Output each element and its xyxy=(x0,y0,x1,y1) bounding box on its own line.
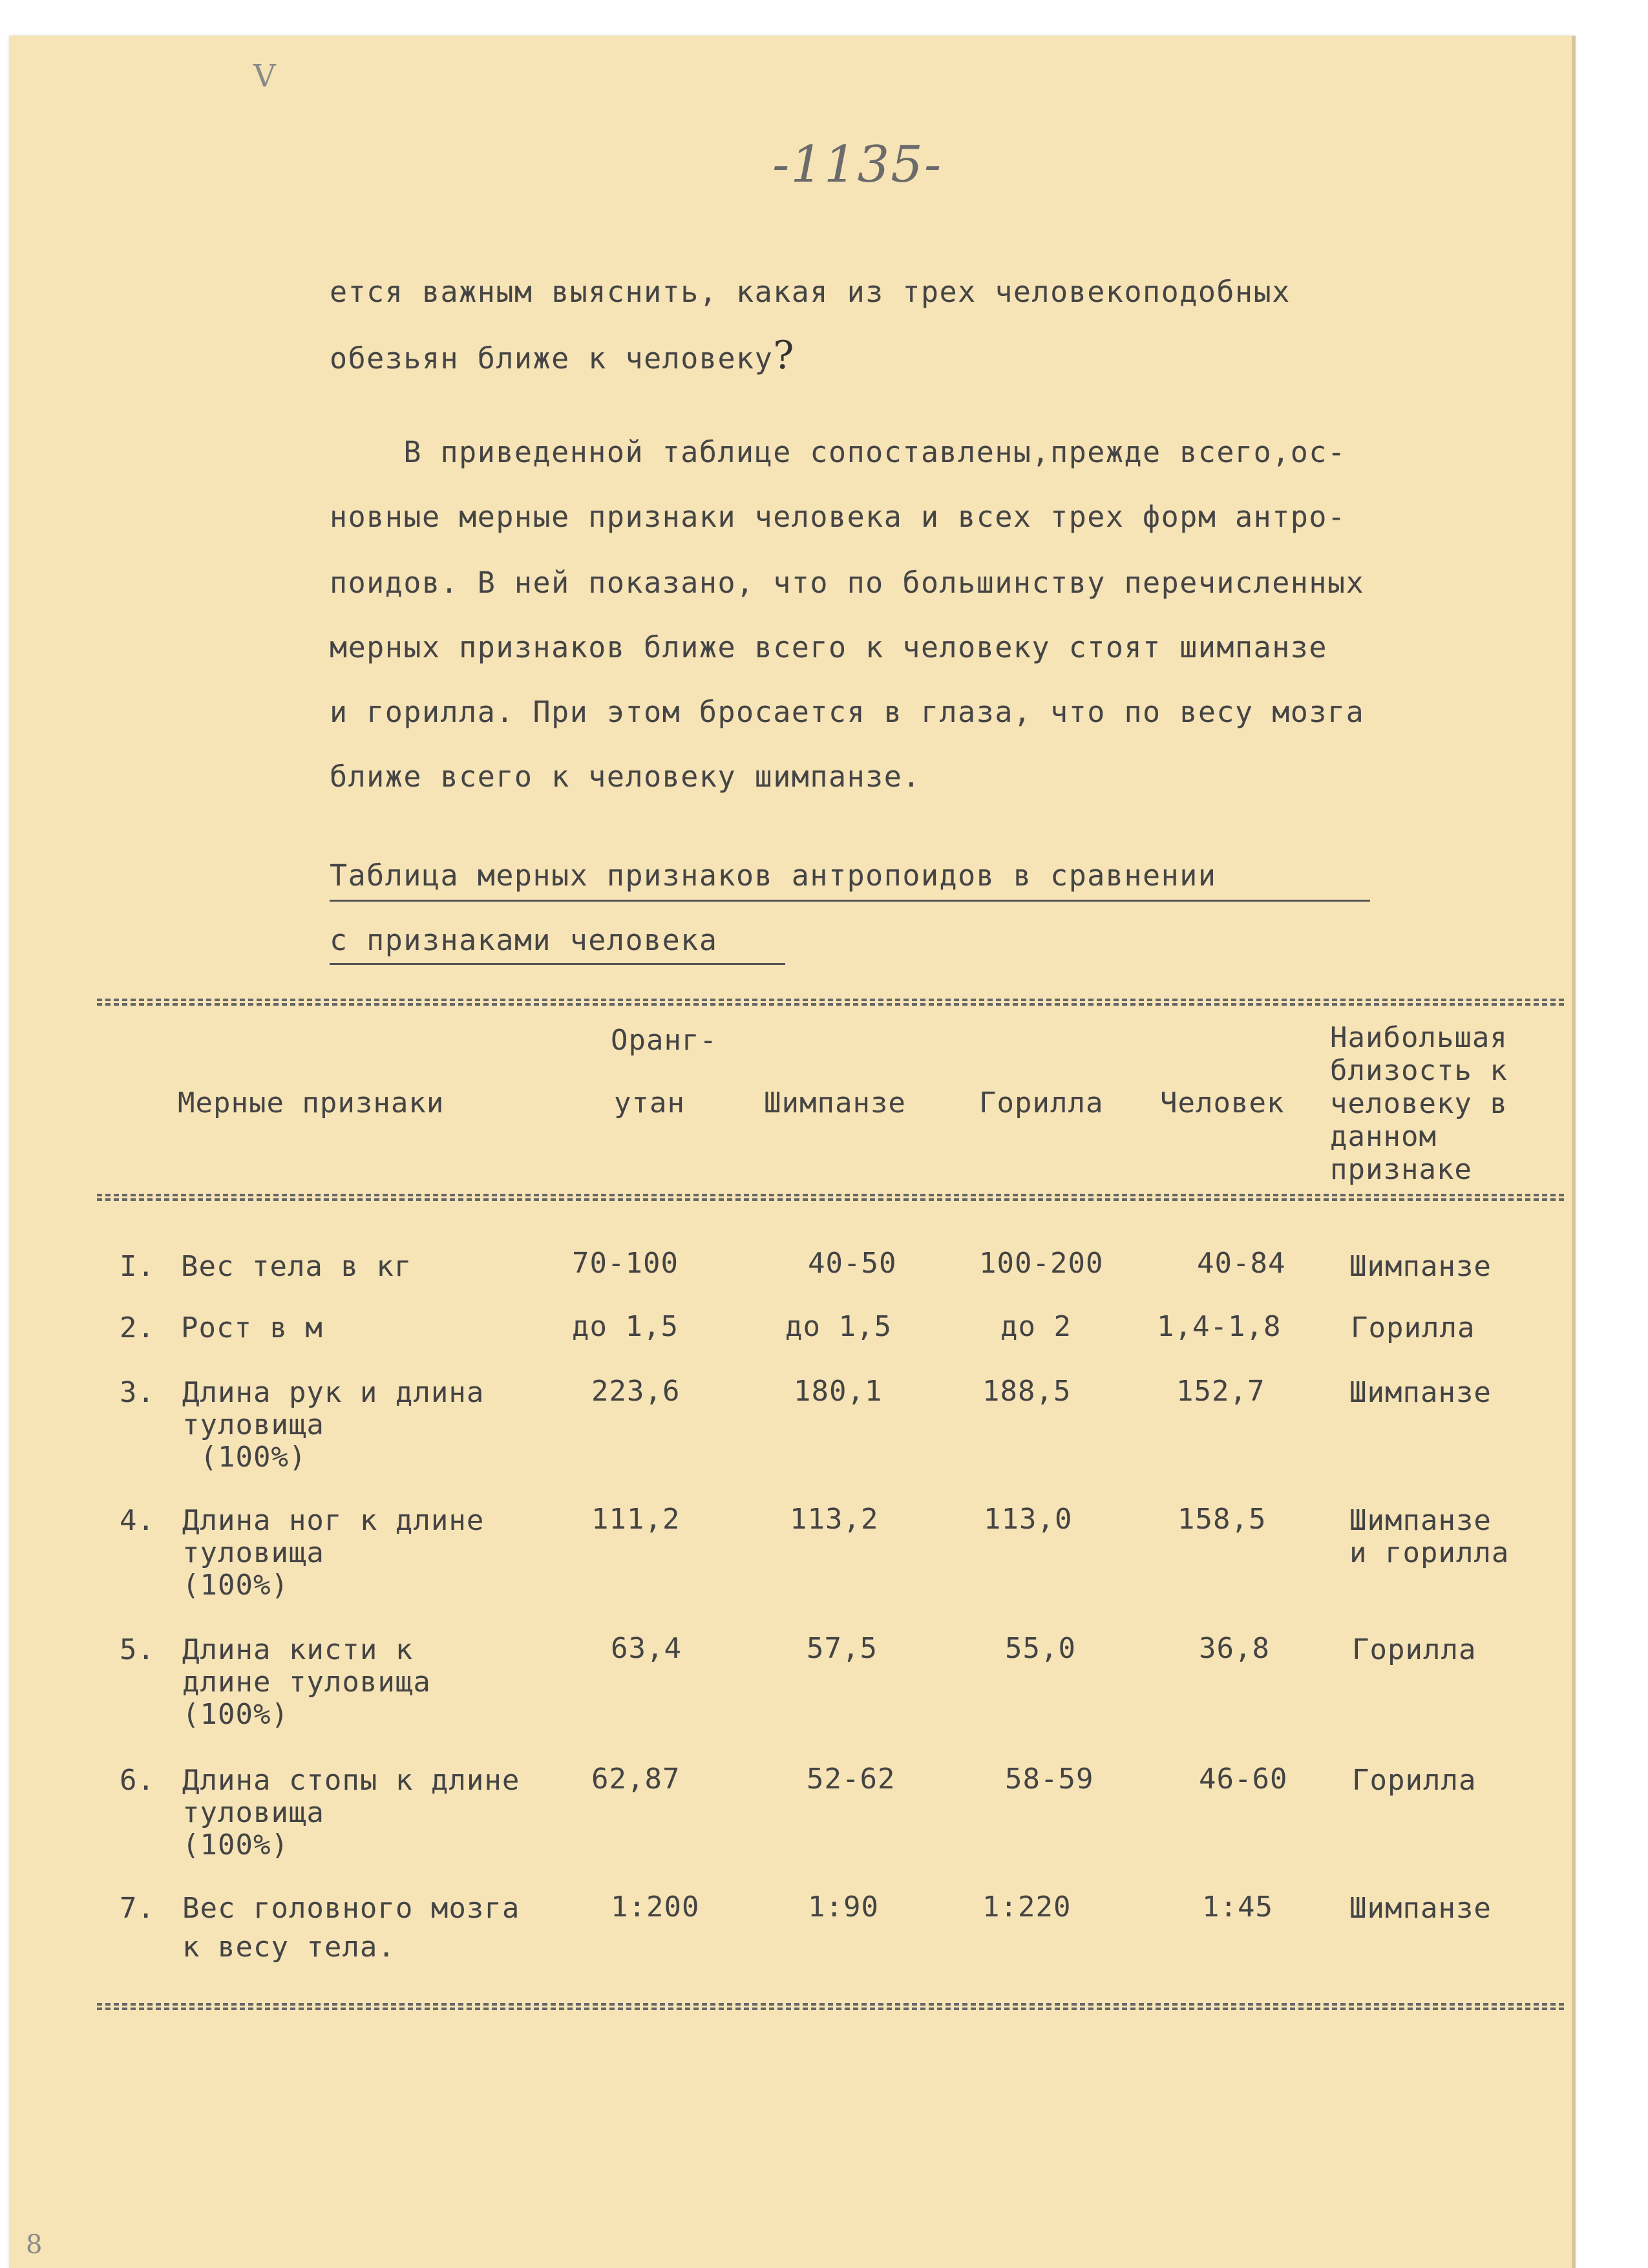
row-1-orang: 70-100 xyxy=(572,1247,679,1280)
row-3-closest: Шимпанзе xyxy=(1349,1376,1492,1409)
row-1-human: 40-84 xyxy=(1197,1247,1286,1280)
header-closest-5: признаке xyxy=(1330,1153,1472,1186)
row-7-human: 1:45 xyxy=(1202,1891,1273,1924)
header-human: Человек xyxy=(1160,1086,1285,1119)
row-3-human: 152,7 xyxy=(1176,1375,1265,1408)
row-4-human: 158,5 xyxy=(1178,1503,1267,1536)
header-closest-1: Наибольшая xyxy=(1330,1021,1508,1054)
row-5-feature-3: (100%) xyxy=(182,1698,289,1731)
row-5-feature-1: Длина кисти к xyxy=(182,1633,414,1666)
row-2-orang: до 1,5 xyxy=(572,1310,679,1343)
row-4-num: 4. xyxy=(120,1504,155,1537)
header-feature: Мерные признаки xyxy=(178,1086,445,1119)
table-caption-line-1: Таблица мерных признаков антропоидов в сравнении xyxy=(330,858,1217,893)
row-6-orang: 62,87 xyxy=(591,1763,681,1796)
row-6-human: 46-60 xyxy=(1199,1763,1288,1796)
row-5-orang: 63,4 xyxy=(611,1632,682,1665)
bottom-pencil-mark: 8 xyxy=(26,2230,43,2260)
table-bottom-rule xyxy=(97,2002,1564,2011)
row-6-gorilla: 58-59 xyxy=(1005,1763,1094,1796)
row-1-closest: Шимпанзе xyxy=(1349,1250,1492,1283)
row-5-chimp: 57,5 xyxy=(807,1632,878,1665)
row-6-feature-2: туловища xyxy=(182,1796,324,1829)
row-6-closest: Горилла xyxy=(1352,1764,1477,1797)
row-4-feature-2: туловища xyxy=(182,1536,324,1569)
row-4-chimp: 113,2 xyxy=(790,1503,879,1536)
header-closest-2: близость к xyxy=(1330,1054,1508,1087)
header-closest-4: данном xyxy=(1330,1120,1437,1153)
row-4-gorilla: 113,0 xyxy=(984,1503,1073,1536)
row-7-closest: Шимпанзе xyxy=(1349,1892,1492,1925)
body-line-5: и горилла. При этом бросается в глаза, что по весу мозга xyxy=(330,695,1365,729)
row-6-feature-1: Длина стопы к длине xyxy=(182,1764,520,1797)
row-4-feature-3: (100%) xyxy=(182,1569,289,1602)
table-header-rule xyxy=(97,1192,1564,1202)
header-closest-3: человеку в xyxy=(1330,1087,1508,1120)
intro-line-1: ется важным выяснить, какая из трех человекоподобных xyxy=(330,275,1291,309)
row-6-chimp: 52-62 xyxy=(807,1763,896,1796)
caption-underline-1 xyxy=(330,900,1370,902)
intro-line-2 xyxy=(330,324,1545,390)
header-orang-line2: утан xyxy=(614,1086,685,1119)
row-7-feature-1: Вес головного мозга xyxy=(182,1892,520,1925)
row-4-closest-1: Шимпанзе xyxy=(1349,1504,1492,1537)
row-7-orang: 1:200 xyxy=(611,1891,700,1924)
row-4-orang: 111,2 xyxy=(591,1503,681,1536)
row-5-feature-2: длине туловища xyxy=(182,1666,431,1699)
row-2-human: 1,4-1,8 xyxy=(1157,1310,1282,1343)
row-7-feature-2: к весу тела. xyxy=(182,1931,396,1964)
row-4-closest-2: и горилла xyxy=(1349,1536,1510,1569)
header-orang-line1: Оранг- xyxy=(611,1024,717,1057)
row-3-orang: 223,6 xyxy=(591,1375,681,1408)
row-2-closest: Горилла xyxy=(1351,1311,1475,1344)
body-line-2: новные мерные признаки человека и всех трех форм антро- xyxy=(330,500,1346,534)
header-chimp: Шимпанзе xyxy=(764,1086,906,1119)
row-3-num: 3. xyxy=(120,1376,155,1409)
body-line-1: В приведенной таблице сопоставлены,прежде всего,ос- xyxy=(330,435,1346,469)
row-6-feature-3: (100%) xyxy=(182,1828,289,1861)
row-2-gorilla: до 2 xyxy=(1000,1310,1072,1343)
row-3-feature-2: туловища xyxy=(182,1408,324,1441)
row-1-feature: Вес тела в кг xyxy=(181,1250,412,1283)
body-line-3: поидов. В ней показано, что по большинству перечисленных xyxy=(330,566,1365,600)
row-5-closest: Горилла xyxy=(1352,1633,1477,1666)
table-top-rule xyxy=(97,997,1564,1006)
row-1-gorilla: 100-200 xyxy=(979,1247,1104,1280)
row-1-num: I. xyxy=(120,1250,155,1283)
caption-underline-2 xyxy=(330,963,785,965)
row-3-gorilla: 188,5 xyxy=(982,1375,1072,1408)
row-2-chimp: до 1,5 xyxy=(785,1310,892,1343)
body-line-4: мерных признаков ближе всего к человеку стоят шимпанзе xyxy=(330,630,1327,664)
row-2-num: 2. xyxy=(120,1311,155,1344)
row-5-gorilla: 55,0 xyxy=(1005,1632,1076,1665)
row-2-feature: Рост в м xyxy=(181,1311,323,1344)
row-7-num: 7. xyxy=(120,1892,155,1925)
intro-line-2-text: обезьян ближе к человеку xyxy=(330,341,774,376)
header-gorilla: Горилла xyxy=(979,1086,1104,1119)
table-caption-line-2: с признаками человека xyxy=(330,923,718,957)
paper-edge xyxy=(1572,36,1576,2268)
row-1-chimp: 40-50 xyxy=(808,1247,897,1280)
row-3-feature-1: Длина рук и длина xyxy=(182,1376,485,1409)
row-5-num: 5. xyxy=(120,1633,155,1666)
page-number: -1135- xyxy=(772,136,943,194)
body-line-6: ближе всего к человеку шимпанзе. xyxy=(330,759,921,794)
row-3-feature-3: (100%) xyxy=(182,1441,307,1474)
row-4-feature-1: Длина ног к длине xyxy=(182,1504,485,1537)
row-5-human: 36,8 xyxy=(1199,1632,1270,1665)
corner-pencil-mark: V xyxy=(253,58,276,94)
row-7-gorilla: 1:220 xyxy=(982,1891,1072,1924)
row-3-chimp: 180,1 xyxy=(794,1375,883,1408)
row-7-chimp: 1:90 xyxy=(808,1891,879,1924)
row-6-num: 6. xyxy=(120,1764,155,1797)
handwritten-question-mark: ? xyxy=(773,333,795,378)
